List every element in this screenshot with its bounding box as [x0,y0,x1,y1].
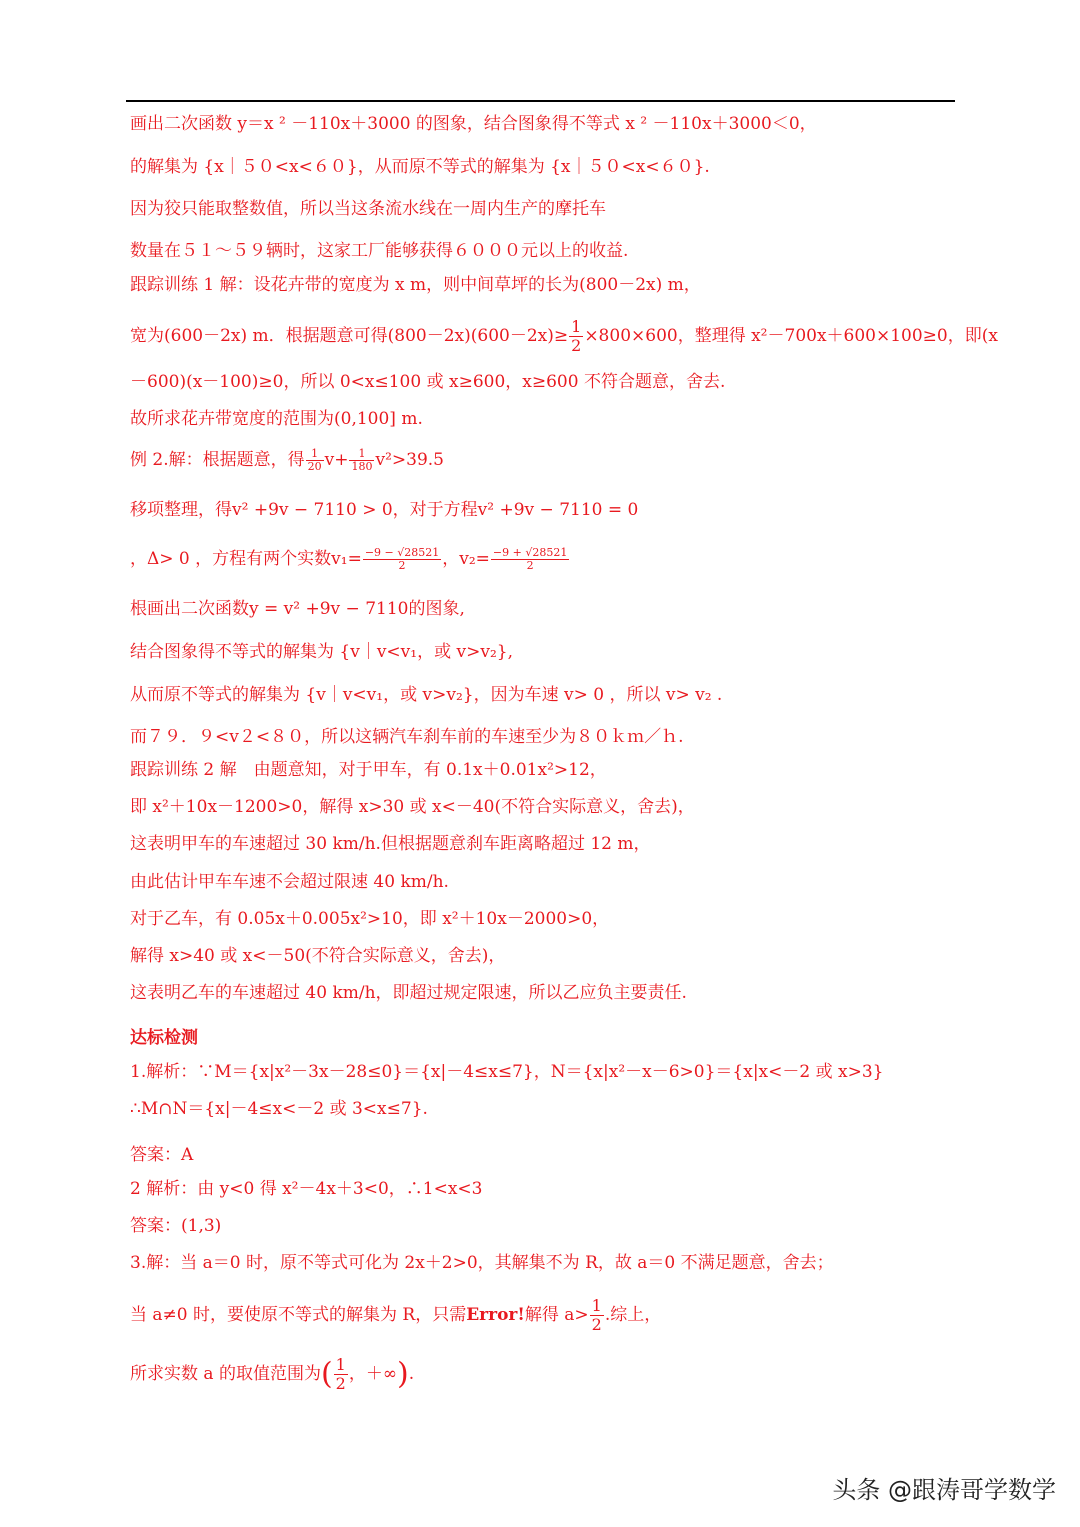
text-line: 宽为(600－2x) m．根据题意可得(800－2x)(600－2x)≥ $\frac{1}{2}$ ×800×600，整理得 x²－700x＋600×100≥0，即(x [130,317,998,355]
fraction: $\frac{-9 + √28521}{2}$ [492,546,568,572]
text-line: 结合图象得不等式的解集为 {v｜v<v₁，或 v>v₂}, [130,642,513,662]
text-line: 对于乙车，有 0.05x＋0.005x²>10，即 x²＋10x－2000>0， [130,909,610,929]
text-line: 3.解：当 a＝0 时，原不等式可化为 2x＋2>0，其解集不为 R，故 a＝0 不满足题意，舍去； [130,1253,834,1273]
text-line: 所求实数 a 的取值范围为( $\frac{1}{2}$ ，＋∞). [130,1355,415,1393]
text-line: 跟踪训练 2 解 由题意知，对于甲车，有 0.1x＋0.01x²>12， [130,760,607,780]
text-line: 这表明乙车的车速超过 40 km/h，即超过规定限速，所以乙应负主要责任. [130,983,687,1003]
text-line: ∴M∩N＝{x|－4≤x<－2 或 3<x≤7}. [130,1099,428,1119]
text-line: 解得 x>40 或 x<－50(不符合实际意义，舍去)， [130,946,506,966]
text-line: 答案：(1,3) [130,1216,222,1236]
fraction: $\frac{1}{180}$ [351,447,373,473]
text-line: 故所求花卉带宽度的范围为(0,100] m. [130,409,423,429]
text-line: 的解集为 {x｜５０<x<６０}，从而原不等式的解集为 {x｜５０<x<６０}. [130,157,710,177]
watermark: 头条 @跟涛哥学数学 [832,1476,1056,1504]
text-line: 2 解析：由 y<0 得 x²－4x＋3<0，∴1<x<3 [130,1179,483,1199]
fraction: $\frac{1}{2}$ [335,1355,346,1393]
error-text: Error! [466,1305,525,1325]
fraction: $\frac{1}{20}$ [307,447,322,473]
fraction: $\frac{-9 - √28521}{2}$ [364,546,440,572]
text-line: 移项整理，得v² +9v − 7110 > 0，对于方程v² +9v − 7110 = 0 [130,500,639,520]
right-paren-icon: ) [397,1356,409,1392]
fraction: $\frac{1}{2}$ [591,1296,602,1334]
text-line: 即 x²＋10x－1200>0，解得 x>30 或 x<－40(不符合实际意义，舍去)， [130,797,695,817]
text-line: 答案：A [130,1145,194,1165]
text-line: 根画出二次函数y = v² +9v − 7110的图象, [130,599,465,619]
fraction: $\frac{1}{2}$ [571,317,582,355]
text-line: －600)(x－100)≥0，所以 0<x≤100 或 x≥600，x≥600 不符合题意，舍去. [130,372,726,392]
text-line: 因为狡只能取整数值，所以当这条流水线在一周内生产的摩托车 [130,199,606,219]
text-line: 从而原不等式的解集为 {v｜v<v₁，或 v>v₂}，因为车速 v> 0 ，所以 v> v₂ . [130,685,723,705]
text-line: 数量在５１～５９辆时，这家工厂能够获得６０００元以上的收益. [130,241,629,261]
text-line: 由此估计甲车车速不会超过限速 40 km/h. [130,872,449,892]
text-line: 画出二次函数 y＝x ² －110x＋3000 的图象，结合图象得不等式 x ² －110x＋3000＜0， [130,114,817,134]
header-rule [126,100,955,102]
text-line: ，Δ> 0 ，方程有两个实数v₁= $\frac{-9 - √28521}{2}$ ，v₂= $\frac{-9 + √28521}{2}$ [130,546,568,572]
text-line: 跟踪训练 1 解：设花卉带的宽度为 x m，则中间草坪的长为(800－2x) m， [130,275,701,295]
text-line: 1.解析：∵M＝{x|x²－3x－28≤0}＝{x|－4≤x≤7}，N＝{x|x²－x－6>0}＝{x|x<－2 或 x>3} [130,1062,884,1082]
text-line: 这表明甲车的车速超过 30 km/h.但根据题意刹车距离略超过 12 m， [130,834,651,854]
text-line: 当 a≠0 时，要使原不等式的解集为 R，只需Error!解得 a> $\frac{1}{2}$ .综上， [130,1296,662,1334]
left-paren-icon: ( [320,1356,333,1392]
text-line: 而７９．９<v２<８０，所以这辆汽车刹车前的车速至少为８０ｋｍ／ｈ. [130,727,684,747]
text-line: 例 2.解：根据题意，得 $\frac{1}{20}$ v+ $\frac{1}{180}$ v²>39.5 [130,447,444,473]
section-heading: 达标检测 [130,1028,198,1048]
